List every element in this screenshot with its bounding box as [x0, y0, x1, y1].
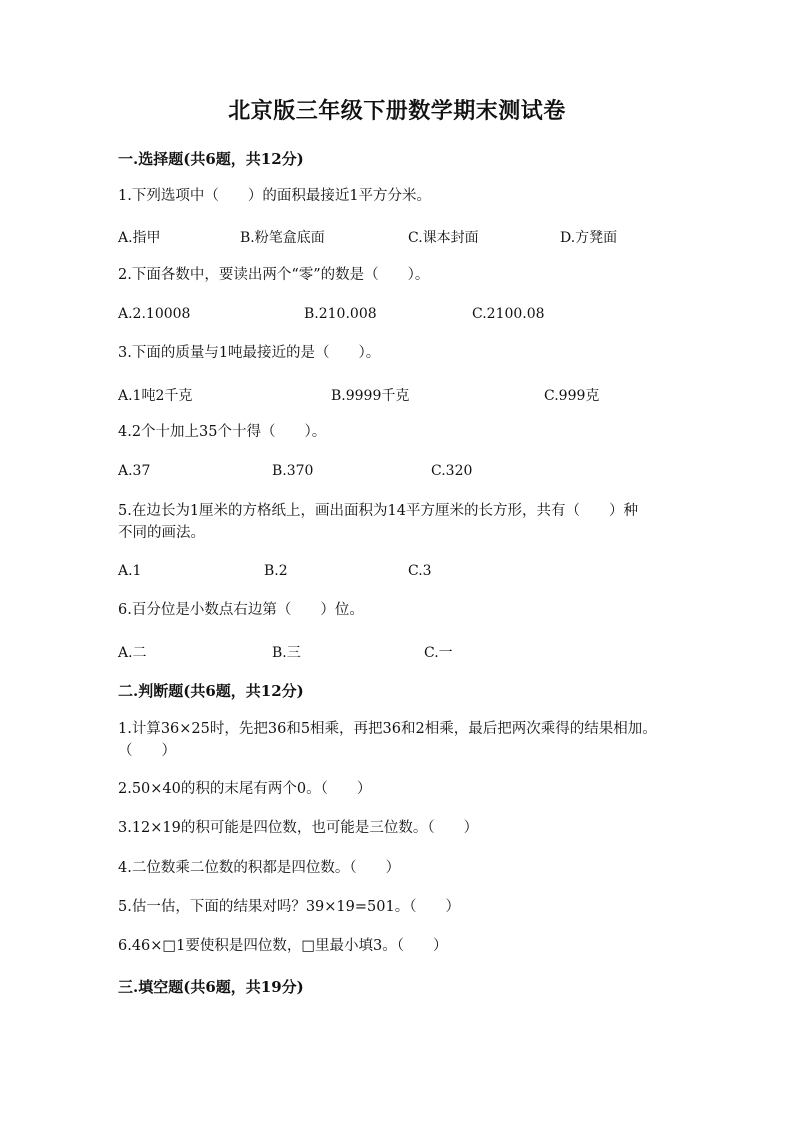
- page-title: 北京版三年级下册数学期末测试卷: [228, 98, 566, 124]
- option-c: C.课本封面: [408, 230, 479, 246]
- option-d: D.方凳面: [560, 230, 618, 246]
- question-1-4: 4.2个十加上35个十得（ ）。: [118, 424, 327, 440]
- option-a: A.2.10008: [118, 306, 191, 322]
- option-c: C.999克: [544, 388, 600, 404]
- option-b: B.370: [272, 463, 314, 479]
- question-2-4: 4.二位数乘二位数的积都是四位数。（ ）: [118, 860, 401, 876]
- question-1-1: 1.下列选项中（ ）的面积最接近1平方分米。: [118, 188, 432, 204]
- option-a: A.指甲: [118, 230, 161, 246]
- option-b: B.三: [272, 645, 301, 661]
- option-c: C.2100.08: [472, 306, 545, 322]
- section-heading-true-false: 二.判断题(共6题，共12分): [118, 682, 304, 700]
- option-a: A.1吨2千克: [118, 388, 193, 404]
- option-b: B.粉笔盒底面: [240, 230, 325, 246]
- option-b: B.9999千克: [331, 388, 410, 404]
- section-heading-choice: 一.选择题(共6题，共12分): [118, 150, 304, 168]
- question-2-2: 2.50×40的积的末尾有两个0。（ ）: [118, 781, 372, 797]
- question-2-1: 1.计算36×25时，先把36和5相乘，再把36和2相乘，最后把两次乘得的结果相加。（ ）: [118, 721, 657, 759]
- section-heading-fill-in: 三.填空题(共6题，共19分): [118, 978, 304, 996]
- option-a: A.1: [118, 563, 142, 579]
- question-1-5: 5.在边长为1厘米的方格纸上，画出面积为14平方厘米的长方形，共有（ ）种不同的画法。: [118, 503, 639, 541]
- option-b: B.210.008: [304, 306, 377, 322]
- question-1-6: 6.百分位是小数点右边第（ ）位。: [118, 602, 364, 618]
- option-b: B.2: [264, 563, 288, 579]
- option-a: A.二: [118, 645, 147, 661]
- question-1-2: 2.下面各数中，要读出两个“零”的数是（ ）。: [118, 267, 430, 283]
- option-c: C.320: [431, 463, 473, 479]
- question-2-3: 3.12×19的积可能是四位数，也可能是三位数。（ ）: [118, 820, 479, 836]
- option-a: A.37: [118, 463, 151, 479]
- question-2-6: 6.46×□1要使积是四位数，□里最小填3。（ ）: [118, 938, 448, 954]
- question-2-5: 5.估一估，下面的结果对吗？39×19=501。（ ）: [118, 899, 460, 915]
- question-1-3: 3.下面的质量与1吨最接近的是（ ）。: [118, 345, 381, 361]
- option-c: C.3: [408, 563, 432, 579]
- option-c: C.一: [424, 645, 453, 661]
